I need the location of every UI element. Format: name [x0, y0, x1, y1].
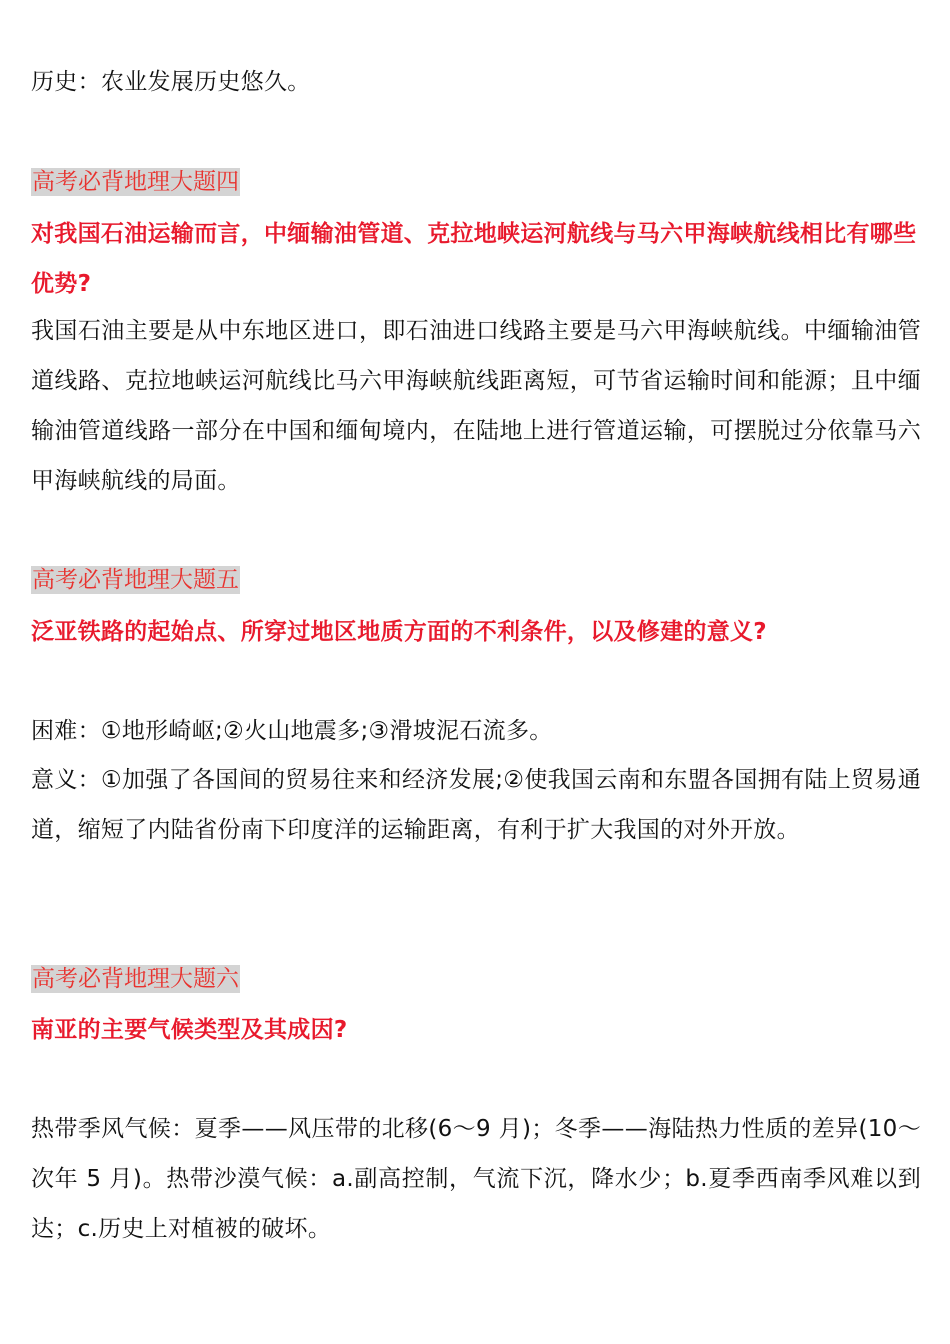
section-5-question: 泛亚铁路的起始点、所穿过地区地质方面的不利条件，以及修建的意义?: [31, 619, 767, 645]
section-4: [31, 168, 921, 196]
section-6: [31, 965, 921, 993]
section-6-question: 南亚的主要气候类型及其成因?: [31, 1017, 348, 1043]
section-5: [31, 566, 921, 594]
section-tag: 高考必背地理大题五: [32, 567, 239, 593]
intro-line: 历史：农业发展历史悠久。: [31, 69, 311, 95]
section-4-answer: 我国石油主要是从中东地区进口，即石油进口线路主要是马六甲海峡航线。中缅输油管道线路、克拉地峡运河航线比马六甲海峡航线距离短，可节省运输时间和能源；且中缅输油管道线路一部分在中国和缅甸境内，在陆地上进行管道运输，可摆脱过分依靠马六甲海峡航线的局面。: [31, 318, 921, 494]
section-tag: 高考必背地理大题四: [32, 169, 239, 195]
section-5-difficulty: 困难：①地形崎岖;②火山地震多;③滑坡泥石流多。: [31, 718, 553, 744]
section-4-question: 对我国石油运输而言，中缅输油管道、克拉地峡运河航线与马六甲海峡航线相比有哪些优势?: [31, 221, 917, 297]
section-5-meaning: 意义：①加强了各国间的贸易往来和经济发展;②使我国云南和东盟各国拥有陆上贸易通道，缩短了内陆省份南下印度洋的运输距离，有利于扩大我国的对外开放。: [31, 767, 921, 843]
section-6-answer: 热带季风气候：夏季——风压带的北移(6～9 月)；冬季——海陆热力性质的差异(10～次年 5 月)。热带沙漠气候：a.副高控制，气流下沉，降水少；b.夏季西南季风难以到达；c.历史上对植被的破坏。: [31, 1116, 921, 1242]
section-tag: 高考必背地理大题六: [32, 966, 239, 992]
